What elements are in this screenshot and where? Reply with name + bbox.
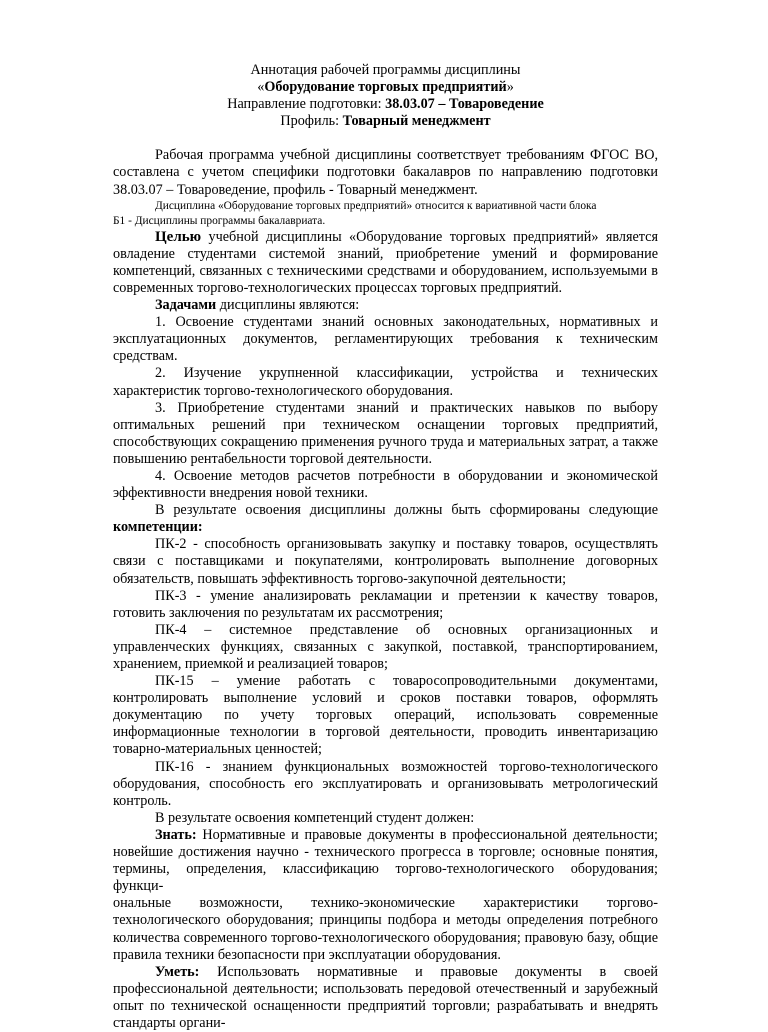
skill-paragraph <box>113 964 658 1032</box>
tasks-heading <box>113 297 658 314</box>
know-word: характеристики <box>483 895 579 912</box>
goal-text: учебной дисциплины «Оборудование торговых предприятий» является овладение студентами системой знаний, приобретение умений и формирование компетенций, связанных с техническими средствами и оборудованием, используемыми в современных торгово-технологических процессах торговых предприятий. <box>113 228 658 296</box>
competency-item: ПК-2 - способность организовывать закупку и поставку товаров, осуществлять связи с поставщиками и покупателями, контролировать выполнение договорных обязательств, повышать эффективность торгово-закупочной деятельности; <box>113 536 658 587</box>
know-word: торгово- <box>606 895 658 912</box>
competencies-label: компетенции: <box>113 519 203 536</box>
direction-label: Направление подготовки: <box>227 96 386 113</box>
header-line-discipline <box>113 79 658 96</box>
competencies-heading <box>113 502 658 536</box>
goal-label: Целью <box>155 228 202 245</box>
competency-item: ПК-4 – системное представление об основных организационных и управленческих функциях, связанных с закупкой, поставкой, транспортированием, хранением, приемкой и реализацией товаров; <box>113 621 658 672</box>
discipline-title: Оборудование торговых предприятий <box>264 79 507 96</box>
quote-open: « <box>257 79 265 96</box>
profile-value: Товарный менеджмент <box>342 113 491 130</box>
competency-item: ПК-15 – умение работать с товаросопроводительными документами, контролировать выполнение условий и сроков поставки товаров, оформлять документацию по учету торговых операций, использовать современные информационные технологии в торговой деятельности, проводить инвентаризацию товарно-материальных ценностей; <box>113 673 658 758</box>
place-paragraph-line1: Дисциплина «Оборудование торговых предприятий» относится к вариативной части блока <box>155 199 597 212</box>
header-line-annotation: Аннотация рабочей программы дисциплины <box>250 62 521 78</box>
competencies-intro: В результате освоения дисциплины должны быть сформированы следующие <box>155 502 658 519</box>
result-intro: В результате освоения компетенций студент должен: <box>155 809 475 826</box>
skill-label: Уметь: <box>155 963 200 980</box>
goal-paragraph <box>113 229 658 297</box>
direction-value: 38.03.07 – Товароведение <box>385 96 544 113</box>
place-paragraph-line2: Б1 - Дисциплины программы бакалавриата. <box>113 214 326 227</box>
competency-item: ПК-16 - знанием функциональных возможностей торгово-технологического оборудования, способность его эксплуатировать и организовывать метрологический контроль. <box>113 758 658 809</box>
know-text-b: технологического оборудования; принципы подбора и методы определения потребного количества современного торгово-технологического оборудования; правовую базу, общие правила техники безопасности при эксплуатации оборудования. <box>113 912 658 963</box>
header-line-direction <box>113 96 658 113</box>
document-header <box>113 62 658 130</box>
know-word: технико-экономические <box>311 895 455 912</box>
know-label: Знать: <box>155 826 197 843</box>
task-item: 1. Освоение студентами знаний основных законодательных, нормативных и эксплуатационных документов, регламентирующих требования к техническим средствам. <box>113 314 658 365</box>
know-word: ональные <box>113 895 172 912</box>
know-paragraph <box>113 827 658 895</box>
know-text-a: Нормативные и правовые документы в профессиональной деятельности; новейшие достижения научно - технического прогресса в торговле; основные понятия, термины, определения, классификацию торгово-технологического оборудования; функци- <box>113 826 658 895</box>
intro-paragraph: Рабочая программа учебной дисциплины соответствует требованиям ФГОС ВО, составлена с учетом специфики подготовки бакалавров по направлению подготовки 38.03.07 – Товароведение, профиль - Товарный менеджмент. <box>113 147 658 198</box>
header-line-profile <box>113 113 658 130</box>
know-word: возможности, <box>199 895 283 912</box>
know-spread-line <box>113 895 658 912</box>
quote-close: » <box>506 79 514 96</box>
task-item: 3. Приобретение студентами знаний и практических навыков по выбору оптимальных решений при техническом оснащении торговых предприятий, способствующих сокращению применения ручного труда и материальных затрат, а также повышению рентабельности торговой деятельности. <box>113 399 658 467</box>
task-item: 4. Освоение методов расчетов потребности в оборудовании и экономической эффективности внедрения новой техники. <box>113 467 658 502</box>
competency-item: ПК-3 - умение анализировать рекламации и претензии к качеству товаров, готовить заключения по результатам их рассмотрения; <box>113 587 658 621</box>
tasks-label: Задачами <box>155 297 217 314</box>
skill-text: Использовать нормативные и правовые документы в своей профессиональной деятельности; использовать передовой отечественный и зарубежный опыт по технической оснащенности предприятий торговли; разрабатывать и внедрять стандарты органи- <box>113 963 658 1031</box>
profile-label: Профиль: <box>280 113 343 130</box>
tasks-text: дисциплины являются: <box>216 297 360 314</box>
task-item: 2. Изучение укрупненной классификации, устройства и технических характеристик торгово-технологического оборудования. <box>113 365 658 399</box>
document-page <box>113 62 658 1032</box>
